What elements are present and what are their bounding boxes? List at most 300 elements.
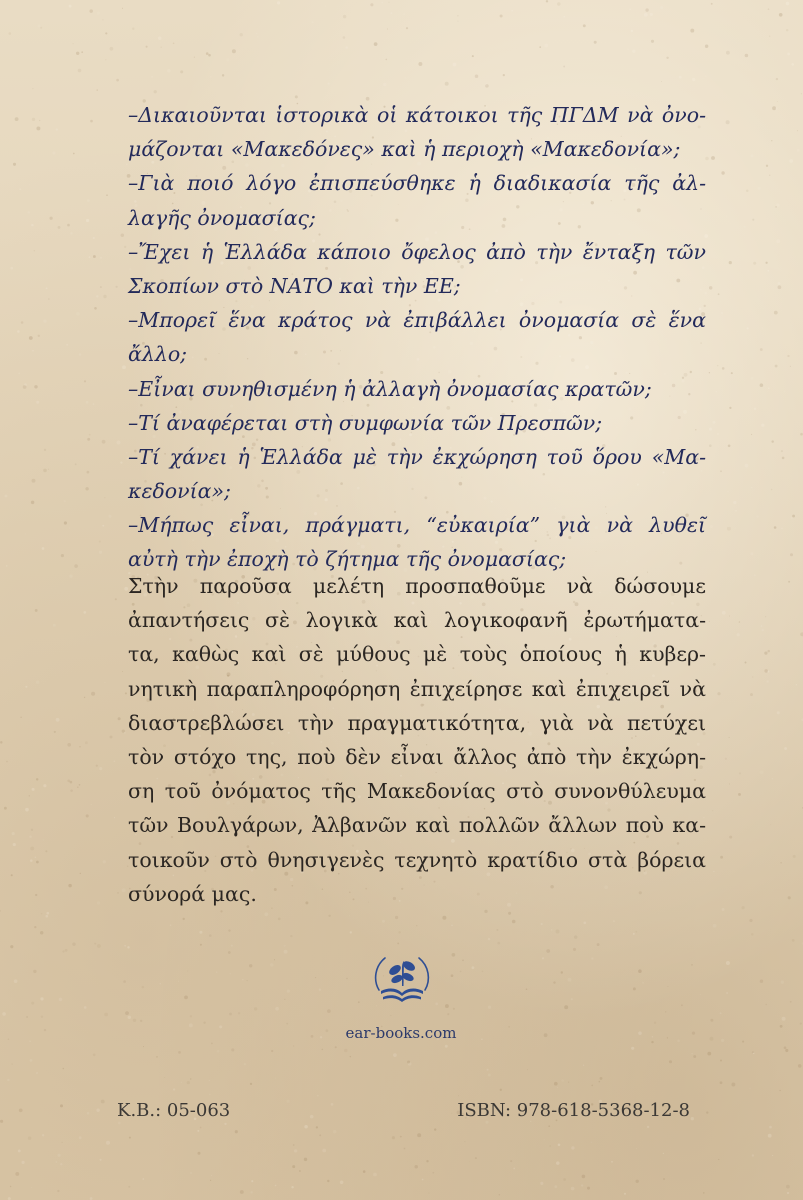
texture-speck bbox=[563, 66, 565, 68]
texture-speck bbox=[591, 1142, 592, 1143]
texture-speck bbox=[731, 372, 733, 374]
texture-speck bbox=[59, 998, 63, 1002]
texture-speck bbox=[124, 246, 126, 248]
texture-speck bbox=[97, 944, 101, 948]
texture-speck bbox=[633, 933, 635, 935]
texture-speck bbox=[104, 1013, 108, 1017]
texture-speck bbox=[36, 126, 40, 130]
texture-speck bbox=[229, 1013, 232, 1016]
texture-speck bbox=[677, 1039, 680, 1042]
texture-speck bbox=[771, 440, 773, 442]
texture-speck bbox=[754, 574, 756, 576]
texture-speck bbox=[710, 1037, 714, 1041]
texture-speck bbox=[217, 1050, 220, 1053]
texture-speck bbox=[737, 633, 740, 636]
texture-speck bbox=[54, 731, 56, 733]
texture-speck bbox=[738, 793, 741, 796]
texture-speck bbox=[32, 788, 35, 791]
texture-speck bbox=[769, 1126, 772, 1129]
texture-speck bbox=[557, 1087, 558, 1088]
texture-speck bbox=[725, 758, 727, 760]
texture-speck bbox=[709, 444, 712, 447]
texture-speck bbox=[19, 1108, 23, 1112]
texture-speck bbox=[690, 29, 694, 33]
texture-speck bbox=[117, 892, 119, 894]
texture-speck bbox=[797, 149, 800, 152]
texture-speck bbox=[769, 36, 770, 37]
catalog-code: Κ.Β.: 05-063 bbox=[117, 1100, 231, 1121]
texture-speck bbox=[286, 1023, 288, 1025]
texture-speck bbox=[68, 884, 71, 887]
texture-speck bbox=[120, 461, 122, 463]
texture-speck bbox=[31, 829, 33, 831]
texture-speck bbox=[143, 1046, 144, 1047]
texture-speck bbox=[222, 74, 224, 76]
texture-speck bbox=[387, 29, 388, 30]
texture-speck bbox=[395, 916, 398, 919]
texture-speck bbox=[729, 737, 730, 738]
texture-speck bbox=[69, 574, 72, 577]
texture-speck bbox=[99, 767, 102, 770]
texture-speck bbox=[485, 83, 487, 85]
texture-speck bbox=[432, 1172, 434, 1174]
texture-speck bbox=[83, 611, 86, 614]
texture-speck bbox=[457, 15, 459, 16]
texture-speck bbox=[709, 372, 710, 373]
texture-speck bbox=[146, 46, 148, 48]
texture-speck bbox=[511, 10, 513, 12]
texture-speck bbox=[784, 391, 786, 393]
texture-speck bbox=[797, 130, 798, 131]
texture-speck bbox=[36, 1072, 38, 1074]
texture-speck bbox=[43, 319, 46, 322]
texture-speck bbox=[508, 912, 511, 915]
texture-speck bbox=[706, 117, 707, 118]
texture-speck bbox=[717, 433, 719, 435]
texture-speck bbox=[762, 328, 763, 329]
texture-speck bbox=[299, 1170, 301, 1172]
texture-speck bbox=[751, 377, 754, 380]
texture-speck bbox=[789, 159, 793, 163]
texture-speck bbox=[791, 517, 793, 519]
texture-speck bbox=[497, 942, 500, 945]
texture-speck bbox=[644, 13, 648, 17]
texture-speck bbox=[571, 1187, 575, 1191]
texture-speck bbox=[33, 970, 36, 973]
texture-speck bbox=[190, 1015, 192, 1017]
texture-speck bbox=[781, 527, 783, 529]
texture-speck bbox=[574, 935, 578, 939]
texture-speck bbox=[733, 501, 736, 504]
texture-speck bbox=[558, 1144, 561, 1147]
texture-speck bbox=[544, 1033, 548, 1037]
texture-speck bbox=[93, 403, 95, 405]
texture-speck bbox=[776, 239, 780, 243]
texture-speck bbox=[80, 873, 81, 874]
texture-speck bbox=[775, 107, 778, 110]
texture-speck bbox=[389, 2, 390, 3]
texture-speck bbox=[381, 2, 383, 4]
texture-speck bbox=[663, 1178, 665, 1180]
question-line: –Εἶναι συνηθισμένη ἡ ἀλλαγὴ ὀνομασίας κρατῶν; bbox=[128, 376, 652, 401]
texture-speck bbox=[240, 1190, 244, 1194]
texture-speck bbox=[0, 1120, 3, 1123]
texture-speck bbox=[709, 621, 710, 622]
texture-speck bbox=[513, 1168, 515, 1170]
summary-paragraph bbox=[128, 569, 706, 911]
texture-speck bbox=[210, 1180, 211, 1181]
texture-speck bbox=[40, 27, 42, 29]
texture-speck bbox=[496, 929, 498, 931]
texture-speck bbox=[790, 1001, 792, 1003]
texture-speck bbox=[796, 684, 797, 685]
texture-speck bbox=[568, 1082, 569, 1083]
texture-speck bbox=[792, 939, 795, 942]
texture-speck bbox=[345, 46, 348, 49]
texture-speck bbox=[33, 339, 34, 340]
texture-speck bbox=[69, 5, 72, 8]
texture-speck bbox=[414, 1165, 418, 1169]
texture-speck bbox=[642, 982, 644, 984]
texture-speck bbox=[128, 1186, 130, 1188]
texture-speck bbox=[385, 59, 387, 61]
texture-speck bbox=[72, 43, 73, 44]
texture-speck bbox=[651, 40, 654, 43]
texture-speck bbox=[56, 718, 60, 722]
texture-speck bbox=[400, 1136, 402, 1138]
texture-speck bbox=[745, 54, 749, 58]
texture-speck bbox=[99, 551, 102, 554]
texture-speck bbox=[661, 81, 662, 82]
texture-speck bbox=[287, 989, 290, 992]
texture-speck bbox=[325, 6, 326, 7]
texture-speck bbox=[13, 163, 16, 166]
publisher-website: ear-books.com bbox=[345, 1024, 457, 1042]
texture-speck bbox=[753, 1053, 755, 1055]
texture-speck bbox=[286, 1100, 289, 1103]
texture-speck bbox=[752, 219, 754, 221]
texture-speck bbox=[249, 964, 252, 967]
question-line: κεδονία»; bbox=[128, 479, 231, 504]
texture-speck bbox=[211, 1043, 213, 1045]
texture-speck bbox=[445, 1045, 448, 1048]
texture-speck bbox=[780, 1025, 783, 1028]
texture-speck bbox=[110, 47, 114, 51]
texture-speck bbox=[597, 943, 600, 946]
texture-speck bbox=[735, 528, 736, 529]
texture-speck bbox=[709, 286, 712, 289]
texture-speck bbox=[798, 1064, 802, 1068]
texture-speck bbox=[778, 282, 781, 285]
texture-speck bbox=[101, 1100, 105, 1104]
texture-speck bbox=[717, 365, 718, 366]
texture-speck bbox=[0, 741, 2, 743]
texture-speck bbox=[382, 920, 385, 923]
texture-speck bbox=[247, 980, 248, 981]
texture-speck bbox=[681, 1004, 683, 1006]
texture-speck bbox=[679, 76, 682, 79]
texture-speck bbox=[710, 368, 711, 369]
texture-speck bbox=[541, 923, 543, 925]
texture-speck bbox=[278, 918, 281, 921]
texture-speck bbox=[91, 692, 95, 696]
texture-speck bbox=[600, 1077, 603, 1080]
texture-speck bbox=[667, 986, 668, 987]
texture-speck bbox=[160, 46, 161, 47]
texture-speck bbox=[122, 8, 123, 9]
texture-speck bbox=[31, 1187, 32, 1188]
texture-speck bbox=[556, 1161, 560, 1165]
texture-speck bbox=[10, 1186, 11, 1187]
texture-speck bbox=[48, 469, 49, 470]
paragraph-line: διαστρεβλώσει τὴν πραγματικότητα, γιὰ νὰ πετύχει bbox=[128, 710, 706, 735]
texture-speck bbox=[451, 925, 452, 926]
texture-speck bbox=[720, 301, 721, 302]
texture-speck bbox=[89, 9, 92, 12]
texture-speck bbox=[8, 1038, 10, 1040]
texture-speck bbox=[594, 41, 597, 44]
texture-speck bbox=[800, 1023, 802, 1025]
texture-speck bbox=[66, 344, 68, 346]
texture-speck bbox=[251, 1180, 253, 1182]
texture-speck bbox=[739, 772, 741, 774]
texture-speck bbox=[633, 987, 636, 990]
texture-speck bbox=[713, 421, 716, 424]
texture-speck bbox=[170, 924, 172, 926]
texture-speck bbox=[198, 1152, 201, 1155]
texture-speck bbox=[745, 662, 747, 664]
texture-speck bbox=[778, 285, 782, 289]
texture-speck bbox=[190, 1172, 191, 1173]
question-line: –Τί χάνει ἡ Ἑλλάδα μὲ τὴν ἐκχώρηση τοῦ ὅρου «Μα- bbox=[128, 444, 706, 469]
texture-speck bbox=[790, 553, 793, 556]
texture-speck bbox=[464, 1141, 465, 1142]
texture-speck bbox=[691, 1117, 694, 1120]
texture-speck bbox=[118, 1122, 121, 1125]
texture-speck bbox=[42, 1134, 44, 1136]
texture-speck bbox=[14, 979, 18, 983]
texture-speck bbox=[591, 1085, 593, 1087]
texture-speck bbox=[29, 795, 30, 796]
texture-speck bbox=[31, 1002, 34, 1005]
texture-speck bbox=[60, 1163, 62, 1165]
texture-speck bbox=[583, 921, 586, 924]
texture-speck bbox=[180, 70, 183, 73]
texture-speck bbox=[103, 860, 106, 863]
texture-speck bbox=[469, 1161, 470, 1162]
texture-speck bbox=[24, 383, 27, 386]
texture-speck bbox=[140, 1020, 142, 1022]
texture-speck bbox=[358, 1001, 360, 1003]
texture-speck bbox=[765, 262, 767, 264]
texture-speck bbox=[727, 527, 731, 531]
texture-speck bbox=[647, 1126, 649, 1128]
texture-speck bbox=[12, 832, 15, 835]
texture-speck bbox=[132, 28, 134, 30]
texture-speck bbox=[452, 953, 456, 957]
texture-speck bbox=[89, 256, 91, 258]
texture-speck bbox=[772, 778, 773, 779]
texture-speck bbox=[224, 1123, 226, 1125]
texture-speck bbox=[293, 1046, 294, 1047]
texture-speck bbox=[346, 978, 347, 979]
texture-speck bbox=[231, 1048, 234, 1051]
texture-speck bbox=[26, 1016, 28, 1018]
texture-speck bbox=[275, 1078, 276, 1079]
texture-speck bbox=[52, 152, 55, 155]
texture-speck bbox=[284, 999, 285, 1000]
texture-speck bbox=[228, 929, 230, 931]
texture-speck bbox=[760, 770, 764, 774]
texture-speck bbox=[761, 629, 763, 631]
texture-speck bbox=[583, 1065, 584, 1066]
texture-speck bbox=[37, 24, 40, 27]
texture-speck bbox=[11, 874, 13, 876]
texture-speck bbox=[124, 732, 126, 734]
texture-speck bbox=[244, 1063, 246, 1065]
texture-speck bbox=[322, 1149, 326, 1153]
texture-speck bbox=[32, 118, 35, 121]
texture-speck bbox=[571, 998, 573, 1000]
texture-speck bbox=[142, 986, 144, 988]
texture-speck bbox=[103, 295, 106, 298]
texture-speck bbox=[344, 1049, 348, 1053]
texture-speck bbox=[232, 49, 236, 53]
texture-speck bbox=[587, 1187, 590, 1190]
texture-speck bbox=[471, 966, 474, 969]
texture-speck bbox=[275, 1007, 279, 1011]
texture-speck bbox=[460, 971, 462, 973]
texture-speck bbox=[42, 547, 45, 550]
texture-speck bbox=[128, 1016, 131, 1019]
texture-speck bbox=[125, 692, 127, 694]
texture-speck bbox=[36, 613, 37, 614]
texture-speck bbox=[548, 1125, 550, 1127]
texture-speck bbox=[787, 1192, 789, 1194]
texture-speck bbox=[749, 919, 752, 922]
texture-speck bbox=[226, 58, 229, 61]
texture-speck bbox=[284, 950, 288, 954]
paragraph-line: νητικὴ παραπληροφόρηση ἐπιχείρησε καὶ ἐπιχειρεῖ νὰ bbox=[128, 676, 706, 701]
texture-speck bbox=[96, 1108, 99, 1111]
texture-speck bbox=[475, 1157, 477, 1159]
texture-speck bbox=[487, 1069, 489, 1071]
paragraph-line: σύνορά μας. bbox=[128, 881, 257, 906]
texture-speck bbox=[767, 650, 770, 653]
texture-speck bbox=[106, 1141, 110, 1145]
texture-speck bbox=[757, 187, 760, 190]
texture-speck bbox=[100, 286, 102, 288]
texture-speck bbox=[710, 525, 713, 528]
texture-speck bbox=[122, 671, 123, 672]
texture-speck bbox=[270, 963, 274, 967]
texture-speck bbox=[729, 836, 732, 839]
texture-speck bbox=[781, 981, 784, 984]
texture-speck bbox=[164, 1077, 165, 1078]
texture-speck bbox=[87, 1112, 90, 1115]
paragraph-line: ἀπαντήσεις σὲ λογικὰ καὶ λογικοφανῆ ἐρωτήματα- bbox=[128, 608, 706, 633]
texture-speck bbox=[713, 663, 716, 666]
texture-speck bbox=[660, 6, 663, 9]
texture-speck bbox=[554, 1185, 557, 1188]
texture-speck bbox=[69, 527, 70, 528]
texture-speck bbox=[499, 1194, 500, 1195]
texture-speck bbox=[91, 804, 92, 805]
texture-speck bbox=[89, 434, 91, 436]
question-line: –Γιὰ ποιό λόγο ἐπισπεύσθηκε ἡ διαδικασία τῆς ἀλ- bbox=[128, 171, 706, 196]
texture-speck bbox=[133, 1019, 136, 1022]
texture-speck bbox=[720, 856, 723, 859]
texture-speck bbox=[29, 184, 30, 185]
texture-speck bbox=[363, 1170, 366, 1173]
texture-speck bbox=[772, 106, 776, 110]
texture-speck bbox=[784, 747, 787, 750]
texture-speck bbox=[167, 69, 171, 73]
texture-speck bbox=[209, 1080, 210, 1081]
texture-speck bbox=[731, 1083, 735, 1087]
texture-speck bbox=[787, 355, 789, 357]
texture-speck bbox=[18, 1149, 21, 1152]
texture-speck bbox=[199, 931, 202, 934]
texture-speck bbox=[208, 54, 211, 57]
texture-speck bbox=[777, 711, 780, 714]
texture-speck bbox=[728, 444, 731, 447]
texture-speck bbox=[700, 994, 701, 995]
texture-speck bbox=[97, 89, 98, 90]
texture-speck bbox=[692, 1031, 695, 1034]
texture-speck bbox=[154, 90, 157, 93]
texture-speck bbox=[729, 616, 730, 617]
texture-speck bbox=[209, 934, 212, 937]
texture-speck bbox=[294, 1149, 297, 1152]
texture-speck bbox=[418, 62, 422, 66]
question-line: Σκοπίων στὸ ΝΑΤΟ καὶ τὴν ΕΕ; bbox=[128, 273, 461, 298]
texture-speck bbox=[720, 1081, 723, 1084]
texture-speck bbox=[792, 515, 795, 518]
texture-speck bbox=[85, 741, 88, 744]
texture-speck bbox=[30, 859, 33, 862]
texture-speck bbox=[79, 746, 80, 747]
texture-speck bbox=[764, 651, 767, 654]
texture-speck bbox=[788, 896, 791, 899]
texture-speck bbox=[782, 457, 785, 460]
texture-speck bbox=[786, 1185, 790, 1189]
texture-speck bbox=[563, 16, 565, 18]
texture-speck bbox=[779, 1090, 780, 1091]
texture-speck bbox=[527, 1069, 528, 1070]
texture-speck bbox=[310, 1115, 314, 1119]
texture-speck bbox=[2, 1012, 6, 1016]
texture-speck bbox=[764, 669, 768, 673]
texture-speck bbox=[512, 920, 516, 924]
texture-speck bbox=[754, 408, 756, 410]
texture-speck bbox=[343, 36, 346, 39]
texture-speck bbox=[6, 761, 8, 763]
question-list bbox=[128, 98, 706, 577]
texture-speck bbox=[611, 1161, 613, 1163]
texture-speck bbox=[707, 1052, 711, 1056]
question-line: ἄλλο; bbox=[128, 342, 188, 367]
texture-speck bbox=[328, 83, 330, 85]
texture-speck bbox=[692, 78, 695, 81]
texture-speck bbox=[752, 1154, 754, 1156]
texture-speck bbox=[482, 971, 484, 973]
texture-speck bbox=[407, 1060, 410, 1063]
texture-speck bbox=[70, 232, 72, 234]
paragraph-line: τα, καθὼς καὶ σὲ μύθους μὲ τοὺς ὁποίους ἡ κυβερ- bbox=[128, 642, 706, 667]
texture-speck bbox=[123, 289, 124, 290]
texture-speck bbox=[328, 915, 330, 917]
